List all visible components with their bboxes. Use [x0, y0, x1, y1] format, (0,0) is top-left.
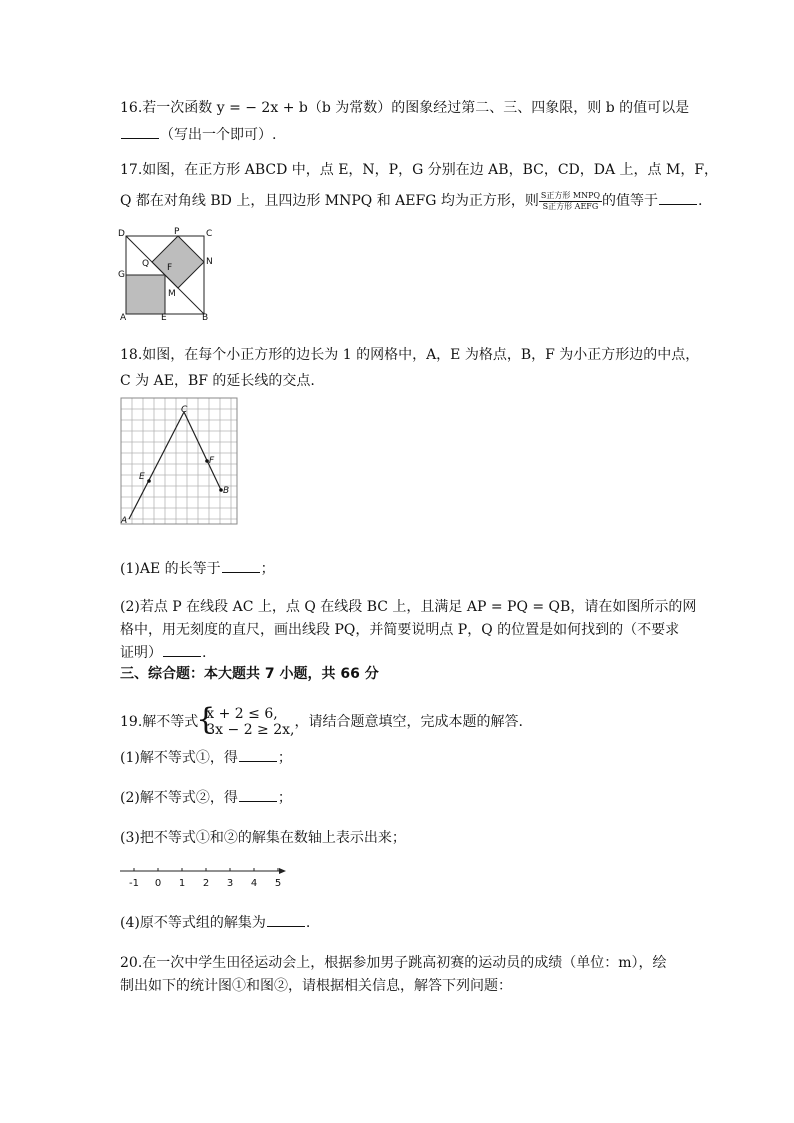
q17-frac-den: S正方形 AEFG	[542, 201, 599, 211]
q17-label-N: N	[206, 257, 213, 267]
q17-label-D: D	[118, 229, 125, 239]
q17-label-C: C	[206, 229, 213, 239]
q19-prefix: 19.解不等式	[120, 714, 199, 730]
q18-part2-blank[interactable]	[163, 642, 201, 657]
q18-part2-line3-prefix: 证明）	[120, 645, 162, 661]
q19-part1	[120, 747, 292, 768]
q17-line2	[120, 190, 702, 212]
q18-line1: 18.如图，在每个小正方形的边长为 1 的网格中，A，E 为格点，B，F 为小正方形边的中点，	[120, 347, 700, 363]
q17-period: .	[698, 193, 703, 209]
number-line-tick-label: 5	[274, 878, 282, 889]
number-line-tick-label: 4	[250, 878, 258, 889]
q18-part2-line3-suffix: .	[202, 645, 207, 661]
q19-part4-blank[interactable]	[267, 912, 305, 927]
q19-ineq1: x + 2 ≤ 6,	[206, 706, 278, 722]
q18-part1-suffix: ；	[260, 561, 275, 577]
q20-line1: 20.在一次中学生田径运动会上，根据参加男子跳高初赛的运动员的成绩（单位：m），绘	[120, 955, 667, 971]
q19-stem	[120, 702, 523, 746]
q18-part2-line2: 格中，用无刻度的直尺，画出线段 PQ，并简要说明点 P，Q 的位置是如何找到的（不要求	[120, 622, 680, 638]
q18-part2-line1: (2)若点 P 在线段 AC 上，点 Q 在线段 BC 上，且满足 AP = PQ = QB，请在如图所示的网	[120, 599, 697, 615]
q19-part4-suffix: .	[305, 915, 311, 931]
q17-square-figure	[116, 226, 216, 322]
q18-grid-figure	[118, 395, 242, 527]
q18-label-A: A	[121, 516, 128, 526]
q17-label-M: M	[168, 289, 176, 299]
q17-label-Q: Q	[142, 259, 150, 269]
q18-part1-blank[interactable]	[222, 558, 260, 573]
q18-label-F: F	[209, 456, 215, 466]
q18-part2-line3	[120, 642, 206, 663]
q20-line2: 制出如下的统计图①和图②，请根据相关信息，解答下列问题：	[120, 978, 512, 994]
q19-inequality-system: { x + 2 ≤ 6, 3x − 2 ≥ 2x,	[196, 702, 295, 738]
q19-suffix: ，请结合题意填空，完成本题的解答.	[294, 714, 523, 730]
q17-area-ratio	[539, 191, 602, 212]
q16-line2	[120, 124, 276, 145]
number-line-tick-label: -1	[129, 878, 139, 889]
q18-part1-prefix: (1)AE 的长等于	[120, 561, 221, 577]
q19-part4	[120, 912, 310, 933]
q19-part1-blank[interactable]	[239, 747, 277, 762]
number-line-tick-label: 2	[202, 878, 210, 889]
number-line-tick-label: 3	[226, 878, 234, 889]
q16-line2-suffix: （写出一个即可）.	[160, 127, 277, 143]
q17-label-B: B	[202, 313, 209, 322]
q19-part3: (3)把不等式①和②的解集在数轴上表示出来；	[120, 830, 406, 846]
q19-part2-blank[interactable]	[239, 787, 277, 802]
q19-number-line	[118, 862, 288, 892]
q19-part1-prefix: (1)解不等式①，得	[120, 750, 238, 766]
q16-line1: 16.若一次函数 y = − 2x + b（b 为常数）的图象经过第二、三、四象限，则 b 的值可以是	[120, 100, 690, 116]
q17-line2-suffix: 的值等于	[602, 193, 659, 209]
q19-ineq2: 3x − 2 ≥ 2x,	[206, 722, 295, 738]
q17-label-A: A	[120, 313, 127, 322]
number-line-tick-label: 0	[154, 878, 162, 889]
q19-part2-prefix: (2)解不等式②，得	[120, 790, 238, 806]
q18-label-B: B	[223, 486, 230, 496]
q17-label-P: P	[174, 227, 180, 237]
q17-answer-blank[interactable]	[659, 190, 697, 205]
q17-label-E: E	[161, 313, 167, 322]
q19-part1-suffix: ；	[277, 750, 292, 766]
q19-part2	[120, 787, 292, 808]
q18-label-C: C	[181, 405, 188, 415]
q17-line1: 17.如图，在正方形 ABCD 中，点 E，N，P，G 分别在边 AB，BC，CD，DA 上，点 M，F，	[120, 162, 719, 178]
q18-line2: C 为 AE，BF 的延长线的交点.	[120, 373, 315, 389]
q17-label-F: F	[167, 263, 173, 273]
q16-answer-blank[interactable]	[121, 124, 159, 139]
q18-label-E: E	[139, 472, 145, 482]
q19-part4-prefix: (4)原不等式组的解集为	[120, 915, 266, 931]
q18-part1	[120, 558, 275, 579]
section3-title: 三、综合题：本大题共 7 小题，共 66 分	[120, 666, 379, 682]
number-line-tick-label: 1	[178, 878, 186, 889]
q17-line2-prefix: Q 都在对角线 BD 上，且四边形 MNPQ 和 AEFG 均为正方形，则	[120, 193, 539, 209]
q17-label-G: G	[118, 270, 125, 280]
q17-frac-num: S正方形 MNPQ	[540, 190, 601, 200]
q19-part2-suffix: ；	[277, 790, 292, 806]
